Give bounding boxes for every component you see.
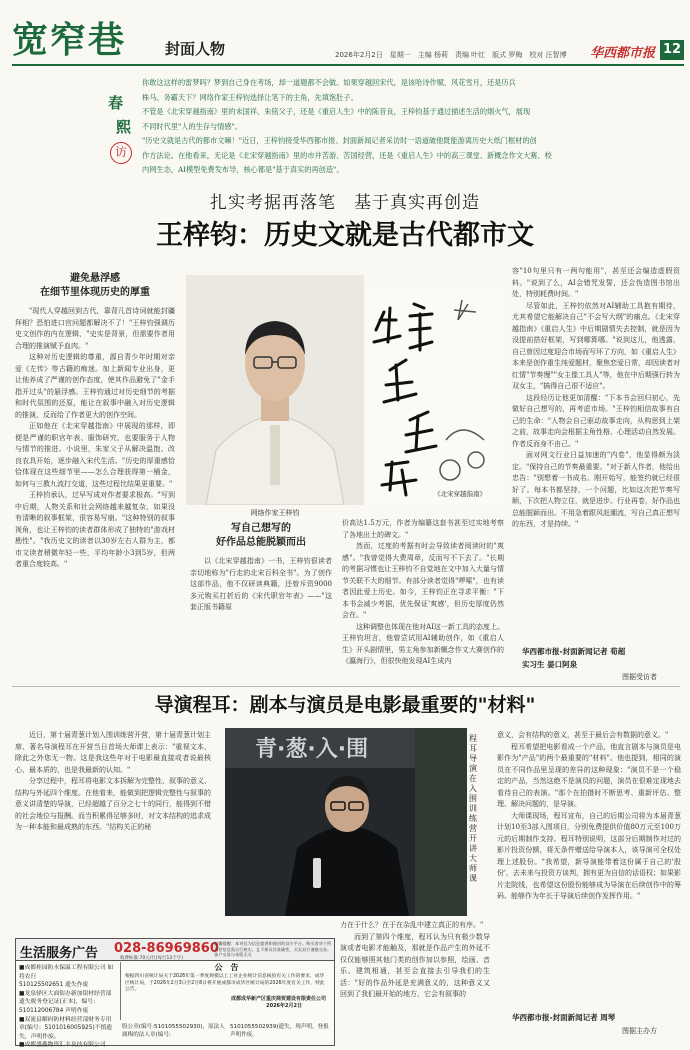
- paragraph: 力在于什么？在于在杂乱中建立真正的有序。": [340, 921, 484, 929]
- ad-item: ■成都桂园防水保温工程有限公司 如将农行: [19, 965, 114, 980]
- intro-text: [142, 76, 682, 178]
- paragraph: 分享过程中，程耳将电影文本拆解为完整性、叙事的意义、结构与外延四个维度。在他看来，能做到把逻辑完整性与叙事的意义讲清楚的导演，已经超越了百分之七十的同行，能得到不错的社会地位与报酬。而当积累得足够多时，对文本结构的追求成为一种本能和最成熟的东西。"结构关正的秘: [15, 777, 211, 831]
- ads-note: 温馨提醒：本刊仅为信息提供和使用的双方平台。购买者对于所刊登信息需自行核实，且不保证其准确性，买卖双方谨慎交易。客户交易与本版无关: [214, 941, 332, 958]
- ad-item: ■龙泉驿区大面街办新加银材经营部遗失税务登记证(正本)，编号：: [19, 990, 112, 1006]
- intro-tag-char: 访: [110, 142, 132, 164]
- notice-date: 2026年2月2日: [266, 1002, 302, 1009]
- paragraph: 而到了第四个维度，程耳认为只有极少数导演或者电影才能触及，那就是作品产生的外延不仅仅能够照其他门类的创作加以参照，绘画、音乐、建筑相通，甚至会直接去引导我们的生活："好的作品外延是充满意义的，这种意义又回到了我们最开始的地方，它会有叙事的: [340, 932, 490, 998]
- section-divider: [12, 686, 680, 687]
- article2-col1: [15, 730, 211, 930]
- paragraph: 程耳希望把电影看成一个产品，他直言剧本与演员是电影作为"产品"的两个最重要的"材料"。他也提到，相同的演员在不同作品里呈现的差异的这种现象："演员不是一个稳定的产品，当然这绝不是演员的问题，演员在很难定现地去看待自己的表演。"那个在拍摄时不断思考、重新评估、整理、解决问题的，是导演。: [497, 742, 681, 808]
- ad-item: ■成都盛鑫物资汇丰及技有限公司: [19, 1042, 106, 1049]
- article1-col1: [15, 272, 175, 680]
- notice-sign: 成都成华新产区重庆商贸建设有限责任公司: [230, 995, 326, 1002]
- director-photo: [225, 728, 467, 916]
- masthead: [0, 0, 690, 70]
- paragraph: 意义，会有结构的意义，甚至于最后会有数据的意义。": [497, 731, 669, 739]
- intro-line: 内网生态，AI模型免费发布导，核心都是"基于真实的再创造"。: [142, 165, 344, 174]
- svg-text:青·葱·入·围: 青·葱·入·围: [255, 737, 369, 762]
- byline: 华西都市报-封面新闻记者 周琴: [512, 1013, 616, 1022]
- headline-title: 王梓钧：历史文就是古代都市文: [156, 220, 534, 251]
- article1-col3: [342, 518, 504, 680]
- paragraph: 王梓钧承认，过早写成对作者要求极高。"写到中后期，人物关系和社会网络越来越复杂，如果没有清晰的叙事框架，很容易写崩。"这种特别的叙事视角，也让王梓钧的读者群体形成了独特的"游戏材勘性"。"我历史文的读者以30岁左右人群为主，都市文读者稍微年轻一些，平均年龄小3到5岁，但两者重合度较高。": [15, 491, 175, 568]
- subhead: 避免悬浮感: [70, 273, 120, 284]
- paragraph: 面对网文行业日益加速的"内卷"，他显得颇为淡定。"保持自己的节奏最重要。"对于新人作者，他给出忠告："别想着一书成名。刚开始写，能签约就已经很好了。每本书都坚持，一个问题，比如这次把节奏写顺，下次把人物立住，就是进步。行业再卷，好作品也总能脱颖而出。不用急着跟风赶潮流，写自己真正想写的东西，才是持续。": [512, 451, 680, 528]
- ads-header: [16, 939, 334, 961]
- intro-line: 作方法论。在他看来，无论是《北宋穿越指南》里的市井苦游、苦国经营，还是《重启人生》中的高三课堂、新概念作文大赛、校: [142, 150, 552, 160]
- ad-item: ■双流县解码防材料经营部财务专用章(编号：5101016005925)不慎遗失，声明作废。: [19, 1016, 113, 1040]
- director-photo-caption: 程耳导演在入围训练营开讲大师课: [469, 734, 477, 883]
- public-notice: [120, 962, 332, 1020]
- paragraph: 容"10句里只有一两句能用"，甚至还会编造虚假资料。"说到了么，AI会错咒发誓，还会伪造图书馆出处，特别耗费时间。": [512, 267, 680, 298]
- section-title: 宽窄巷: [12, 19, 127, 61]
- intro-tag: [100, 92, 136, 170]
- intro-line: 不同时代里"人的生存与情感"。: [142, 121, 243, 131]
- paragraph: 这种调整也体现在他对AI这一新工具的态度上。王梓钧坦言，他曾尝试用AI辅助创作，如《重启人生》开头剧情里，男主角参加新概念作文大赛创作的《瀛海行》，但很快他发现AI生成内: [342, 622, 504, 665]
- intro-tag-char: 春: [108, 94, 124, 112]
- paragraph: 大师课现场，程耳宣布，自己的后期公司将为本届青葱计划10至3部入围项目，分别免费提供价值80万元至100万元的后期制作支持。程耳特别说明，这部分后期制作对过的影片投资份额，将无条件赠送给导演本人，该导演可全权处理上述股份。"我希望，新导演能带着这份属于自己的'股份'，去未来与投资方谈判，拥有更为自信的话语权；如果影片走院线，也希望这份股份能够成为导演在后续创作中的筹码。能够作为年长于导演后续创作发挥作用。": [497, 811, 681, 900]
- paragraph: 然而，过度的考据有时会导致读者阅读时的"爽感"。"我曾觉得大费周章，反而写不下去了。"长期的考据习惯也让王梓钧不自觉地在文中加入大量与情节关联不大的细节。有部分读者觉得"啰嗦"，也有读者因此爱上历史。如今，王梓钧正在寻求平衡："下本书会减少考据，优先保证'爽感'，但历史厚度仍然会在。": [342, 542, 504, 619]
- brand-logo: 华西都市报: [590, 46, 656, 61]
- article2-title: 导演程耳：剧本与演员是电影最重要的"材料": [154, 694, 536, 716]
- ads-phone: 028-86969860: [114, 941, 219, 956]
- photo-credit: 图据主办方: [622, 1027, 657, 1035]
- issue-meta: 2026年2月2日 星期一 主编 杨莉 责编 叶红 版式 罗梅 校对 汪智博: [335, 51, 567, 59]
- paragraph: "现代人穿越回到古代，靠背几首诗词就能封疆拜相？恐怕进口官问题都解决不了！"王梓钧强调历史文创作的内在逻辑，"史实是背景，但需要作者用合理的推演赋予血肉。": [15, 307, 175, 350]
- paragraph: 这种对历史逻辑的尊重，源自青少年时期对亲爱《左传》等古籍的痴迷。加上新闻专业出身，更让他养成了严谨的创作态度，使其作品避免了"金手指开过头"的悬浮感。王梓钧通过对历史细节的考据和时代氛围的还原，能让在叙事中融入对历史逻辑的推演，反而给了作者更大的创作空间。: [15, 353, 175, 419]
- byline: 实习生 晏口阿泉: [522, 660, 578, 669]
- photo-credit: 图据受访者: [622, 673, 657, 681]
- byline: 华西都市报-封面新闻记者 荀超: [522, 647, 626, 656]
- ads-bottom-left: 股公章(编号:5101055502930)，原法人属梅的法人章(编号:: [122, 1024, 225, 1038]
- article1-col2: [190, 522, 332, 680]
- section-subtitle: 封面人物: [165, 40, 226, 58]
- ad-item: 510112006784 声明作废: [19, 1007, 89, 1014]
- intro-tag-char: 熙: [116, 118, 132, 136]
- intro-line: 你敢这这样的雷梦吗？梦到自己身在考场，却一道题都不会做。如果穿越回宋代，是该哈诗作赋、风花雪月，还是历兵: [142, 78, 516, 87]
- paragraph: 以《北宋穿越指南》一书，王梓钧很读者亲切地称为"行走的北宋百科全书"。为了创作这部作品，他不仅研读典籍，还曾斥资9000多元购买打折后的《宋代职官年表》——"这套正版书籍原: [190, 557, 332, 611]
- book-cover-image: [366, 290, 502, 505]
- paragraph: 正如他在《北宋穿越指南》中展现的那样，即便是严谨的职官年表、服饰研究，也要服务于人物与情节的推进。小说里，朱家父子从解决温饱、改良农具开始，逐步融入宋代生活。"历史的厚重感恰恰体现在这些细节里——怎么合理获得第一桶金，如何与三教九流打交道，这些过程比结果更重要。": [15, 422, 175, 488]
- notice-body: 根据四川省统计局关于2026年第一季度规模以上工业企业统计信息核验有关工作的要求，成华区统计局，于2026年2月3日至2月8日将开展成都市成华区统计局的2026年度有关工作，特此公告。: [125, 974, 325, 993]
- page-number: 12: [660, 40, 684, 60]
- header-rule: [12, 64, 684, 66]
- article1-col4: [512, 266, 680, 646]
- ads-title: 生活服务广告: [20, 946, 99, 961]
- intro-line: "历史文就是古代的都市文嘛！"近日，王梓钧接受华西都市报、封面新闻记者采访时一语道破他既能游离历史大纸门框材的创: [142, 136, 537, 145]
- ads-list: [19, 964, 117, 1050]
- notice-title: 公 告: [214, 963, 239, 972]
- subhead: 写自己想写的: [231, 523, 291, 534]
- intro-line: 不管是《北宋穿越指南》里的未国祥、朱铭父子，还是《重启人生》中的陈昔良，王梓钧基于通过描述生活的烟火气，展现: [142, 107, 531, 116]
- article2-col2: [340, 920, 490, 1042]
- subhead: 好作品总能脱颖而出: [216, 537, 306, 548]
- author-photo-caption: 网络作家王梓钧: [250, 509, 300, 517]
- subhead: 在细节里体现历史的厚重: [40, 287, 150, 298]
- ads-bottom-right: 5101055502939)遗失，现声明，登报声明作废。: [230, 1024, 329, 1038]
- book-cover-caption: 《北宋穿越指南》: [434, 490, 486, 498]
- headline-kicker: 扎实考据再落笔 基于真实再创造: [210, 193, 480, 213]
- paragraph: 这段经历让他更加清醒："下本书会回归初心，先做好自己想写的，再考虑市场。"王梓钧相信故事有自己的生命："人物会自己驱动故事走向，从构思到上架之前，故事走向会根据主角性格、心理活动自然发展。作者反而身不由己。": [512, 393, 680, 448]
- paragraph: 近日，第十届青葱计划入围训练营开营，第十届青葱计划主席、著名导演程耳在开营当日首场大师课上表示："重视文本，除此之外您无一物。这是我这些年对于电影最直接或者说最核心、最本质的，也是我最新的认知。": [15, 731, 211, 774]
- intro-line: 株马、务霸天下？网络作家王梓钧选择让笔下的主角，先填饱肚子。: [142, 92, 358, 102]
- paragraph: 价高达1.5万元，作者为编纂这套书甚至过实地考察了各地出土的碑文。": [342, 519, 504, 539]
- author-photo: [186, 275, 364, 505]
- classified-ads: [15, 938, 335, 1049]
- ad-item: 510125502651 遗失作废: [19, 982, 89, 989]
- paragraph: 尽管如此，王梓钧依然对AI辅助工具抱有期待，尤其希望它能解决自己"不会写大纲"的痛点。《北宋穿越指南》《重启人生》中后期剧情失去控制，就是因为没提前搭好框架，写到哪算哪。"说到这儿，他透露，自己曾因过度迎合市场而写坏了方向，如《重启人生》本来是创作重生纯爱题材，聚焦恋爱日常，却因读者对红情"节奏慢""女主像工具人"等，他在中后期强行转为双女主，"搞得自己很不适应"。: [512, 301, 680, 390]
- article2-col3: [497, 730, 681, 1010]
- ads-rate: 收费标准:70元/行(每行13个字): [120, 956, 183, 961]
